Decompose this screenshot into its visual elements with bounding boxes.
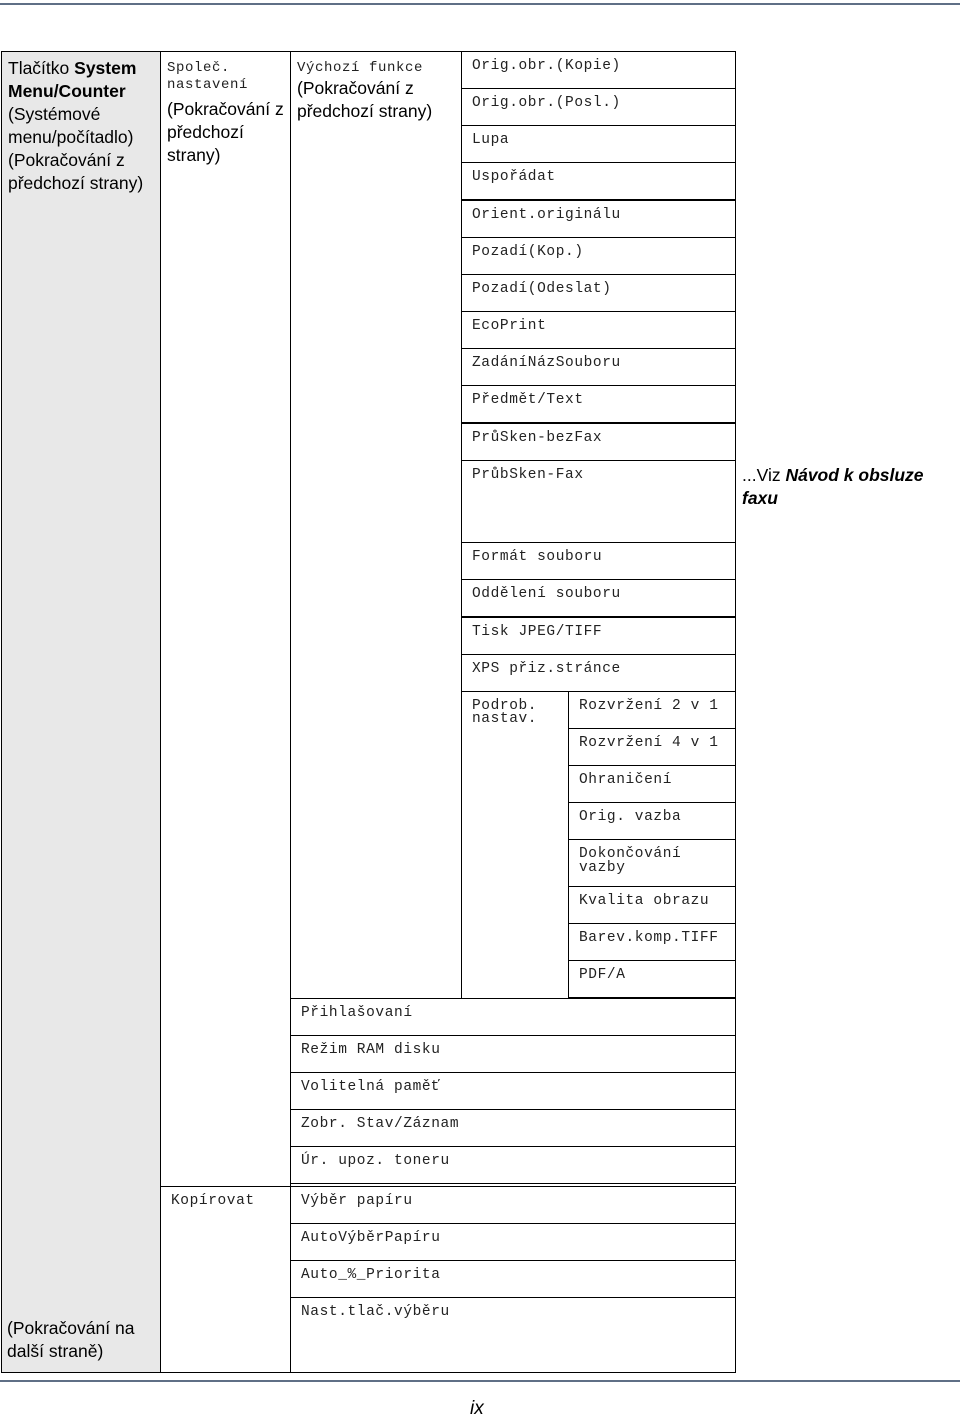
copy-item-row (290, 1223, 736, 1261)
fax-guide-reference: Návod k obsluze faxu (742, 465, 924, 508)
detail-setting-row (568, 802, 736, 840)
common-item-label: Zobr. Stav/Záznam (301, 1116, 460, 1132)
common-item-label: Úr. upoz. toneru (301, 1153, 450, 1169)
default-function-row (461, 200, 736, 238)
detail-setting-label: Rozvržení 2 v 1 (579, 698, 719, 714)
default-function-label: Tisk JPEG/TIFF (472, 624, 603, 640)
common-item-label: Přihlašovaní (301, 1005, 413, 1021)
default-function-label: XPS přiz.stránce (472, 661, 621, 677)
detail-setting-label: Dokončování vazby (579, 846, 682, 876)
detail-setting-label: PDF/A (579, 967, 626, 983)
title-rest: (Systémové menu/počítadlo) (Pokračování z předchozí strany) (8, 104, 144, 193)
default-function-row (461, 579, 736, 617)
common-item-row (290, 1146, 736, 1184)
default-function-row (461, 88, 736, 126)
copy-item-row (290, 1297, 736, 1373)
copy-column (160, 1186, 291, 1373)
detail-settings-label: Podrob. nastav. (472, 698, 538, 727)
default-function-row (461, 654, 736, 692)
detail-setting-label: Kvalita obrazu (579, 893, 710, 909)
default-function-row (461, 237, 736, 275)
default-function-label: Formát souboru (472, 549, 603, 565)
common-item-row (290, 998, 736, 1036)
system-menu-column (1, 51, 161, 1373)
detail-setting-row (568, 765, 736, 803)
copy-item-label: Výběr papíru (301, 1193, 413, 1209)
default-function-label: PrůSken-bezFax (472, 430, 603, 446)
detail-setting-label: Barev.komp.TIFF (579, 930, 719, 946)
detail-setting-row (568, 691, 736, 729)
default-function-label: Pozadí(Kop.) (472, 244, 584, 260)
detail-setting-row (568, 886, 736, 924)
default-function-label: Orig.obr.(Kopie) (472, 58, 621, 74)
detail-setting-label: Rozvržení 4 v 1 (579, 735, 719, 751)
system-menu-title (8, 57, 158, 195)
default-function-row (461, 51, 736, 89)
default-function-label: ZadáníNázSouboru (472, 355, 621, 371)
default-function-row (461, 385, 736, 423)
default-function-label: Orient.originálu (472, 207, 621, 223)
common-settings-continued: (Pokračování z předchozí strany) (167, 99, 284, 165)
default-functions-label: Výchozí funkce (297, 60, 424, 76)
default-function-row (461, 423, 736, 461)
common-settings-header (167, 60, 289, 167)
default-function-label: Pozadí(Odeslat) (472, 281, 612, 297)
detail-setting-row (568, 839, 736, 887)
copy-item-label: AutoVýběrPapíru (301, 1230, 441, 1246)
common-settings-label: Společ. nastavení (167, 60, 249, 93)
default-function-label: Orig.obr.(Posl.) (472, 95, 621, 111)
default-function-label: EcoPrint (472, 318, 547, 334)
default-function-label: Oddělení souboru (472, 586, 621, 602)
title-prefix: Tlačítko (8, 58, 75, 78)
default-function-row (461, 125, 736, 163)
common-item-row (290, 1035, 736, 1073)
detail-setting-row (568, 923, 736, 961)
default-function-row (461, 348, 736, 386)
common-item-row (290, 1109, 736, 1147)
fax-note-prefix: ...Viz (742, 465, 786, 485)
default-function-row (461, 617, 736, 655)
default-functions-header (297, 60, 461, 123)
detail-setting-label: Ohraničení (579, 772, 673, 788)
common-item-label: Režim RAM disku (301, 1042, 441, 1058)
top-rule (0, 3, 960, 5)
default-functions-column (290, 51, 462, 999)
default-functions-continued: (Pokračování z předchozí strany) (297, 78, 433, 121)
copy-item-label: Auto_%_Priorita (301, 1267, 441, 1283)
default-function-label: PrůbSken-Fax (472, 467, 584, 483)
detail-setting-row (568, 728, 736, 766)
common-item-label: Volitelná paměť (301, 1079, 441, 1095)
page-number: ix (470, 1398, 484, 1419)
default-function-row (461, 274, 736, 312)
default-function-label: Uspořádat (472, 169, 556, 185)
common-item-row (290, 1072, 736, 1110)
detail-setting-row (568, 960, 736, 998)
continue-note: (Pokračování na další straně) (7, 1318, 135, 1361)
default-function-label: Lupa (472, 132, 510, 148)
default-function-row (461, 542, 736, 580)
default-function-row (461, 311, 736, 349)
copy-item-row (290, 1260, 736, 1298)
default-function-row (461, 162, 736, 200)
title-bold-1: System (74, 58, 137, 78)
common-settings-column (160, 51, 291, 1187)
bottom-rule (0, 1380, 960, 1382)
title-bold-2: Menu/Counter (8, 81, 126, 101)
copy-item-row (290, 1186, 736, 1224)
fax-note (742, 464, 957, 510)
copy-item-label: Nast.tlač.výběru (301, 1304, 450, 1320)
default-function-row (461, 460, 736, 543)
default-function-label: Předmět/Text (472, 392, 584, 408)
copy-label: Kopírovat (171, 1193, 255, 1209)
detail-settings-block (461, 691, 569, 999)
detail-setting-label: Orig. vazba (579, 809, 682, 825)
